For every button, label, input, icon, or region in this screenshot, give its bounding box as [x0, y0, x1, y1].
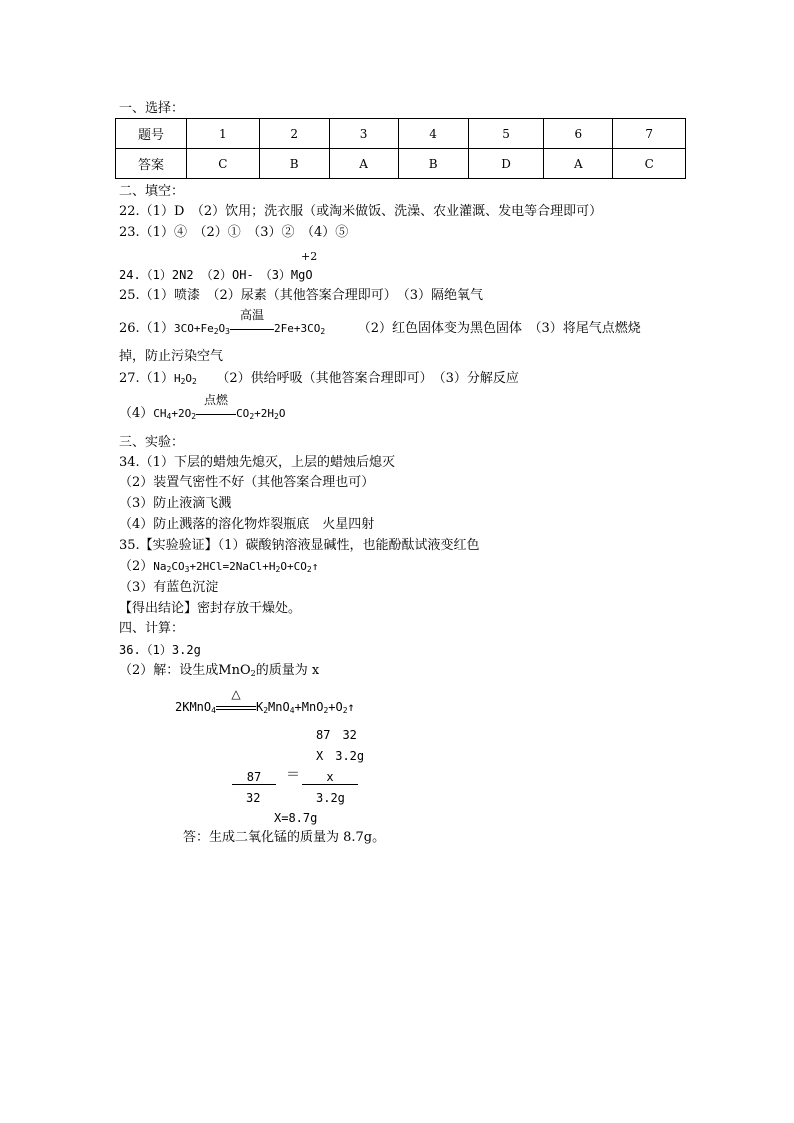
answer-q27 [119, 370, 519, 388]
decomposition-equation: 2KMnO$_4$ △ $K_2MnO_4+MnO_2+O_2↑$ [175, 687, 355, 715]
table-cell: A [329, 149, 398, 179]
answer-q34-1: 34.（1）下层的蜡烛先熄灭，上层的蜡烛后熄灭 [119, 455, 395, 470]
table-cell: A [544, 149, 613, 179]
table-cell: D [468, 149, 544, 179]
table-cell: 6 [544, 119, 613, 149]
table-cell: 3 [329, 119, 398, 149]
fraction-left-denominator: 32 [246, 791, 261, 805]
q36-2-text: （2）解：设生成MnO [119, 663, 251, 678]
answer-q35-4: 【得出结论】密封存放干燥处。 [119, 601, 302, 616]
q27-equation-right: $CO_2+2H_2O$ [236, 407, 286, 421]
table-head-answer: 答案 [116, 149, 187, 179]
q26-prefix: 26.（1） [119, 321, 174, 336]
answer-q25: 25.（1）喷漆 （2）尿素（其他答案合理即可） （3）隔绝氧气 [119, 288, 483, 303]
q27-equation-left: $CH_4+2O_2$ [153, 407, 197, 421]
q35-equation: $Na_2CO_3+2HCl=2NaCl+H_2O+CO_2↑$ [153, 560, 319, 574]
q27-condition-text: 点燃 [204, 393, 229, 407]
q27-reaction-line [196, 412, 236, 415]
table-cell: 5 [468, 119, 544, 149]
q26-condition-text: 高温 [239, 308, 264, 322]
table-cell: 1 [187, 119, 260, 149]
q27-4-prefix: （4） [119, 406, 154, 421]
heat-symbol: △ [231, 687, 241, 701]
answer-q35-1: 35.【实验验证】（1）碳酸钠溶液显碱性，也能酚酞试液变红色 [119, 538, 480, 553]
table-cell: C [613, 149, 686, 179]
q27-prefix: 27.（1） [119, 371, 174, 386]
answer-q34-3: （3）防止液滴飞溅 [119, 496, 232, 511]
answer-q36-1: 36.（1）3.2g [119, 643, 201, 657]
table-cell: B [398, 149, 468, 179]
table-head-number: 题号 [116, 119, 187, 149]
q27-formula: $H_2O_2$ [173, 372, 197, 386]
section-fill-heading: 二、填空： [119, 184, 185, 199]
heat-condition [216, 687, 256, 714]
equal-sign-line [216, 706, 256, 710]
calc-result: X=8.7g [274, 811, 318, 825]
section-experiment-heading: 三、实验： [119, 435, 185, 450]
answer-q23: 23.（1）④ （2）① （3）② （4）⑤ [119, 225, 349, 240]
answer-q26 [119, 308, 641, 338]
equals-sign: ＝ [286, 767, 300, 783]
fraction-left-numerator: 87 [232, 770, 276, 785]
answer-q34-4: （4）防止溅落的溶化物炸裂瓶底 火星四射 [119, 517, 375, 532]
ratio-top: 87 32 [316, 728, 357, 742]
q27-condition [196, 393, 236, 423]
section-calc-heading: 四、计算： [119, 621, 185, 636]
answer-q35-2 [119, 558, 318, 576]
q35-2-prefix: （2） [119, 559, 154, 574]
q26-reaction-line [230, 327, 274, 330]
choice-answer-table [115, 118, 686, 179]
answer-q36-2: （2）解：设生成MnO$_2$的质量为 x [119, 663, 320, 678]
q26-equation-left: $3CO+Fe_2O_3$ [173, 322, 230, 336]
answer-q22: 22.（1）D （2）饮用；洗衣服（或淘米做饭、洗澡、农业灌溉、发电等合理即可） [119, 204, 603, 219]
q26-equation-right: $2Fe+3CO_2$ [273, 322, 326, 336]
ratio-bottom: X 3.2g [316, 749, 365, 763]
valence-mark: +2 [301, 250, 318, 263]
q26-rest: （2）红色固体变为黑色固体 （3）将尾气点燃烧 [364, 321, 641, 336]
fraction-right-denominator: 3.2g [316, 791, 345, 805]
table-cell: B [259, 149, 329, 179]
table-cell: 7 [613, 119, 686, 149]
answer-q24: 24.（1）2N2 （2）OH- （3）MgO [119, 268, 313, 282]
answer-q26-continued: 掉，防止污染空气 [119, 349, 224, 364]
section-choice-heading: 一、选择： [119, 101, 185, 116]
calc-answer: 答：生成二氧化锰的质量为 8.7g。 [183, 830, 386, 845]
q26-condition [230, 308, 274, 338]
table-row-answers [116, 149, 686, 179]
table-cell: 2 [259, 119, 329, 149]
q27-rest: （2）供给呼吸（其他答案合理即可） （3）分解反应 [222, 371, 519, 386]
table-row-numbers [116, 119, 686, 149]
table-cell: 4 [398, 119, 468, 149]
answer-q34-2: （2）装置气密性不好（其他答案合理也可） [119, 475, 375, 490]
answer-q27-4 [119, 393, 286, 423]
fraction-right-numerator: x [302, 770, 358, 785]
answer-q35-3: （3）有蓝色沉淀 [119, 580, 219, 595]
table-cell: C [187, 149, 260, 179]
q36-2-tail: 的质量为 x [255, 663, 320, 678]
